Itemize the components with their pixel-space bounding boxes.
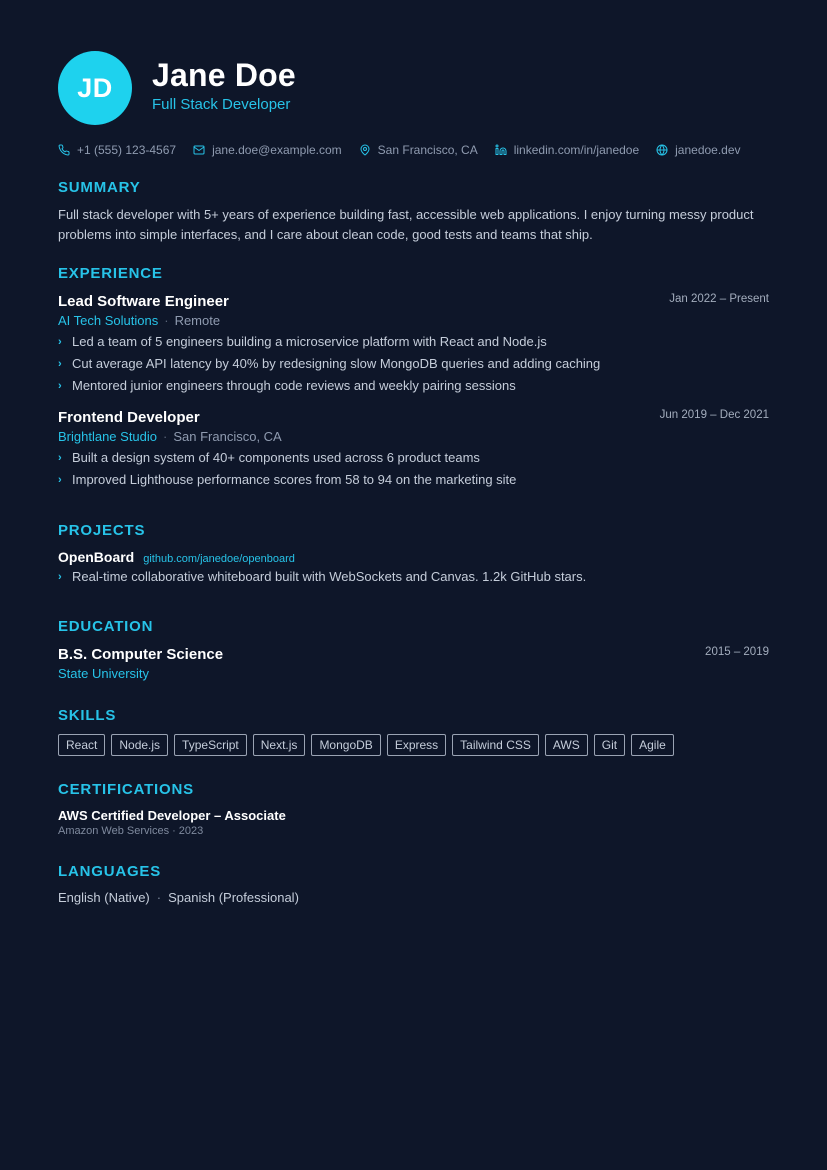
- education-entry: [58, 645, 769, 683]
- location-pin-icon: [359, 144, 371, 156]
- section-title: LANGUAGES: [58, 863, 162, 880]
- globe-icon: [656, 144, 668, 156]
- job-company-line: [58, 311, 769, 330]
- contact-location: [359, 143, 478, 157]
- contact-location-text: San Francisco, CA: [377, 143, 478, 157]
- degree: B.S. Computer Science: [58, 646, 224, 663]
- list-item: [58, 469, 769, 491]
- job-title: Frontend Developer: [58, 409, 200, 426]
- certification-meta: [58, 825, 769, 837]
- list-item: [58, 353, 769, 375]
- skill-tag: React: [58, 734, 105, 756]
- job-entry: [58, 292, 769, 397]
- job-company: Brightlane Studio: [58, 429, 158, 444]
- certification-year: 2023: [178, 825, 204, 837]
- projects-section: [58, 523, 769, 588]
- skills-section: [58, 708, 769, 756]
- skill-tag: Tailwind CSS: [452, 734, 539, 756]
- skill-tag: AWS: [545, 734, 588, 756]
- certifications-section: [58, 782, 769, 837]
- job-location: San Francisco, CA: [173, 429, 282, 444]
- contact-email[interactable]: [193, 143, 342, 157]
- skill-tag: TypeScript: [174, 734, 247, 756]
- project-header: [58, 549, 769, 565]
- skill-tag: Agile: [631, 734, 674, 756]
- separator-dot: ·: [156, 890, 162, 905]
- contact-linkedin-text: linkedin.com/in/janedoe: [513, 143, 640, 157]
- linkedin-icon: [495, 144, 507, 156]
- language-item: Spanish (Professional): [168, 890, 299, 905]
- contact-phone-text: +1 (555) 123-4567: [77, 143, 177, 157]
- contact-linkedin[interactable]: [495, 143, 639, 157]
- avatar: JD: [58, 51, 132, 125]
- contact-phone[interactable]: [58, 143, 176, 157]
- languages-list: [58, 890, 769, 905]
- project-bullets: [58, 566, 769, 588]
- languages-section: [58, 864, 769, 905]
- experience-section: [58, 266, 769, 491]
- separator-dot: ·: [164, 313, 169, 328]
- bullet-text: Mentored junior engineers through code reviews and weekly pairing sessions: [72, 378, 516, 393]
- bullet-text: Built a design system of 40+ components used across 6 product teams: [72, 450, 480, 465]
- candidate-name: Jane Doe: [152, 56, 296, 93]
- language-item: English (Native): [58, 890, 150, 905]
- section-title: CERTIFICATIONS: [58, 781, 194, 798]
- chevron-right-icon: ›: [58, 571, 62, 583]
- phone-icon: [58, 144, 70, 156]
- chevron-right-icon: ›: [58, 452, 62, 464]
- candidate-role: Full Stack Developer: [152, 95, 291, 113]
- job-company-line: [58, 427, 769, 446]
- skill-tag: Express: [387, 734, 446, 756]
- resume-header: [58, 50, 769, 126]
- job-date: Jun 2019 – Dec 2021: [659, 409, 769, 421]
- chevron-right-icon: ›: [58, 474, 62, 486]
- separator-dot: ·: [172, 825, 176, 837]
- contact-website-text: janedoe.dev: [675, 143, 741, 157]
- certification-name: AWS Certified Developer – Associate: [58, 808, 286, 823]
- project-name: OpenBoard: [58, 549, 135, 565]
- summary-section: [58, 180, 769, 245]
- job-company: AI Tech Solutions: [58, 313, 159, 328]
- job-bullets: [58, 331, 769, 397]
- school-line: [58, 664, 769, 683]
- chevron-right-icon: ›: [58, 336, 62, 348]
- list-item: [58, 375, 769, 397]
- certification-issuer: Amazon Web Services: [58, 825, 170, 837]
- list-item: [58, 331, 769, 353]
- section-title: PROJECTS: [58, 522, 146, 539]
- section-title: SKILLS: [58, 707, 117, 724]
- bullet-text: Led a team of 5 engineers building a microservice platform with React and Node.js: [72, 334, 547, 349]
- education-section: [58, 619, 769, 683]
- job-entry: [58, 408, 769, 491]
- skills-list: [58, 734, 769, 756]
- summary-text: Full stack developer with 5+ years of experience building fast, accessible web applications. I enjoy turning messy product problems into simple interfaces, and I care about clean code, good tests and teams that ship.: [58, 207, 754, 242]
- contact-email-text: jane.doe@example.com: [212, 143, 342, 157]
- education-date: 2015 – 2019: [705, 646, 769, 658]
- skill-tag: Next.js: [253, 734, 306, 756]
- resume-page: [58, 50, 769, 905]
- project-link[interactable]: github.com/janedoe/openboard: [143, 553, 295, 565]
- contact-website[interactable]: [656, 143, 740, 157]
- section-title: EDUCATION: [58, 618, 154, 635]
- contact-bar: [58, 142, 769, 158]
- name-block: [152, 56, 296, 113]
- chevron-right-icon: ›: [58, 380, 62, 392]
- section-title: EXPERIENCE: [58, 265, 163, 282]
- section-title: SUMMARY: [58, 179, 141, 196]
- skill-tag: MongoDB: [311, 734, 380, 756]
- mail-icon: [193, 144, 205, 156]
- bullet-text: Real-time collaborative whiteboard built with WebSockets and Canvas. 1.2k GitHub stars.: [72, 569, 587, 584]
- job-location: Remote: [174, 313, 221, 328]
- list-item: [58, 566, 769, 588]
- school-name: State University: [58, 666, 150, 681]
- bullet-text: Cut average API latency by 40% by redesigning slow MongoDB queries and adding caching: [72, 356, 601, 371]
- skill-tag: Git: [594, 734, 625, 756]
- separator-dot: ·: [163, 429, 168, 444]
- job-title: Lead Software Engineer: [58, 293, 229, 310]
- bullet-text: Improved Lighthouse performance scores from 58 to 94 on the marketing site: [72, 472, 517, 487]
- chevron-right-icon: ›: [58, 358, 62, 370]
- job-bullets: [58, 447, 769, 491]
- list-item: [58, 447, 769, 469]
- skill-tag: Node.js: [111, 734, 168, 756]
- job-date: Jan 2022 – Present: [669, 293, 769, 305]
